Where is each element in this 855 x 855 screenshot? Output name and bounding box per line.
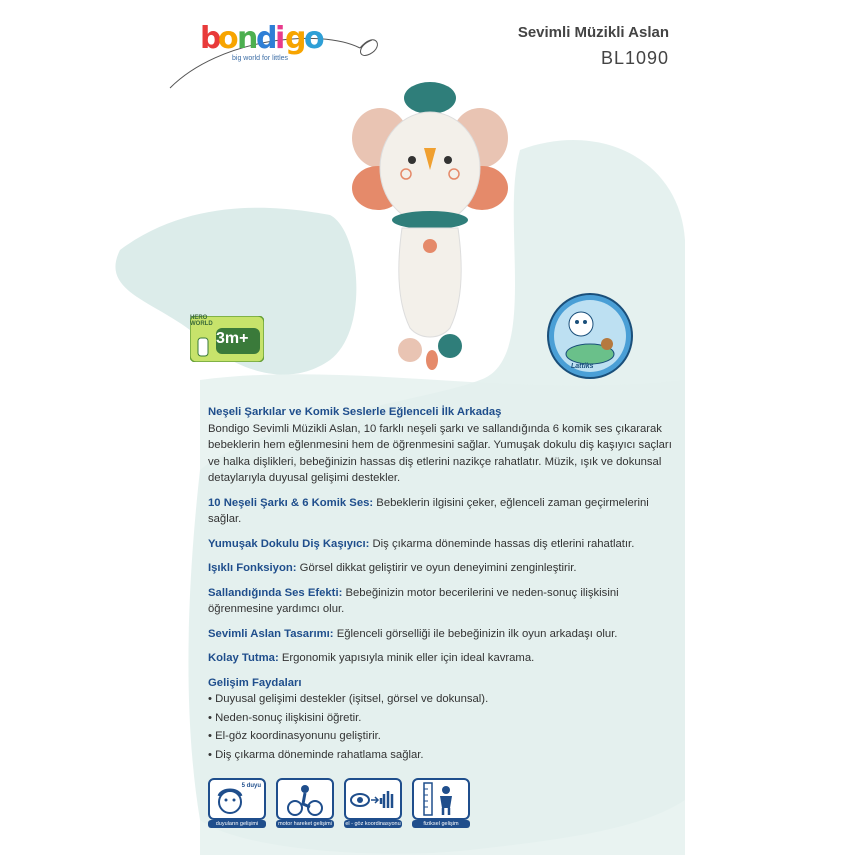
feature-item: [208, 536, 678, 553]
feature-label: Kolay Tutma:: [208, 652, 279, 664]
feature-text: Diş çıkarma döneminde hassas diş etlerini rahatlatır.: [369, 537, 635, 550]
feature-label: Sallandığında Ses Efekti:: [208, 586, 343, 599]
svg-text:n: n: [237, 21, 258, 56]
brand-tagline: big world for littles: [232, 55, 289, 62]
five-senses-label: 5 duyu: [241, 783, 261, 789]
feature-item: [208, 626, 678, 643]
feature-item: [208, 560, 678, 577]
bondigo-logo-graphic: [198, 14, 348, 58]
feature-label: Işıklı Fonksiyon:: [208, 562, 297, 574]
svg-text:g: g: [285, 21, 306, 56]
svg-text:i: i: [275, 21, 285, 56]
brand-logo[interactable]: [198, 14, 348, 72]
feature-label: Yumuşak Dokulu Diş Kaşıyıcı:: [208, 537, 370, 550]
motor-development-icon: [276, 778, 334, 834]
svg-text:o: o: [304, 21, 324, 56]
cyclist-icon: [278, 780, 332, 818]
feature-text: Ergonomik yapısıyla minik eller için ideal kavrama.: [278, 652, 535, 664]
benefit-item: • Diş çıkarma döneminde rahatlama sağlar.: [208, 748, 424, 761]
lattiks-label: Lattiks: [571, 363, 594, 370]
benefit-item: • El-göz koordinasyonunu geliştirir.: [208, 730, 381, 742]
feature-text: Görsel dikkat geliştirir ve oyun deneyimini zenginleştirir.: [296, 562, 577, 574]
intro-body: Bondigo Sevimli Müzikli Aslan, 10 farklı neşeli şarkı ve sallandığında 6 komik ses çıkararak bebeklerin hem eğlenmesini hem de öğrenmesini sağlar. Yumuşak dokulu diş kaşıyıcı saçları ve halka dişlikleri, bebeğinizin hassas diş etlerini nazikçe rahatlatır. Müzik, ışık ve dokunsal detaylarıyla duyusal gelişimi destekler.: [208, 422, 672, 484]
feature-label: 10 Neşeli Şarkı & 6 Komik Ses:: [208, 496, 374, 509]
icon-caption: duyuların gelişimi: [208, 820, 266, 828]
feature-item: [208, 495, 678, 528]
feature-item: [208, 650, 678, 667]
icon-caption: motor hareket gelişimi: [276, 820, 334, 828]
feature-text: Bebeklerin ilgisini çeker, eğlenceli zaman geçirmelerini sağlar.: [208, 496, 649, 525]
feature-item: [208, 585, 678, 618]
benefits-title: Gelişim Faydaları: [208, 676, 302, 689]
icon-caption: el - göz koordinasyonu: [345, 821, 401, 827]
svg-text:b: b: [200, 21, 221, 56]
intro-section: [208, 404, 678, 487]
development-icons: [208, 778, 470, 834]
feature-label: Sevimli Aslan Tasarımı:: [208, 627, 334, 640]
feature-text: Bebeğinizin motor becerilerini ve neden-sonuç ilişkisini öğrenmesine yardımcı olur.: [208, 586, 619, 615]
description: [208, 404, 678, 765]
svg-text:d: d: [256, 21, 277, 56]
eye-hand-icon: [346, 780, 400, 818]
lion-rattle-image: [340, 78, 520, 378]
growth-ruler-icon: [414, 780, 468, 818]
benefit-item: • Neden-sonuç ilişkisini öğretir.: [208, 711, 362, 724]
svg-text:o: o: [218, 21, 238, 56]
hand-eye-development-icon: [344, 778, 402, 834]
product-code: BL1090: [600, 48, 669, 68]
age-badge-brand: HERO WORLD: [190, 315, 213, 327]
senses-development-icon: [208, 778, 266, 834]
age-label: 3m+: [216, 330, 249, 347]
feature-text: Eğlenceli görselliği ile bebeğinizin ilk oyun arkadaşı olur.: [333, 627, 618, 640]
benefit-item: • Duyusal gelişimi destekler (işitsel, görsel ve dokunsal).: [208, 693, 489, 705]
benefits-list: [208, 691, 678, 765]
physical-development-icon: [412, 778, 470, 834]
intro-title: Neşeli Şarkılar ve Komik Seslerle Eğlenceli İlk Arkadaş: [208, 406, 502, 418]
icon-caption: fiziksel gelişim: [412, 820, 470, 828]
product-title: Sevimli Müzikli Aslan: [517, 24, 669, 41]
